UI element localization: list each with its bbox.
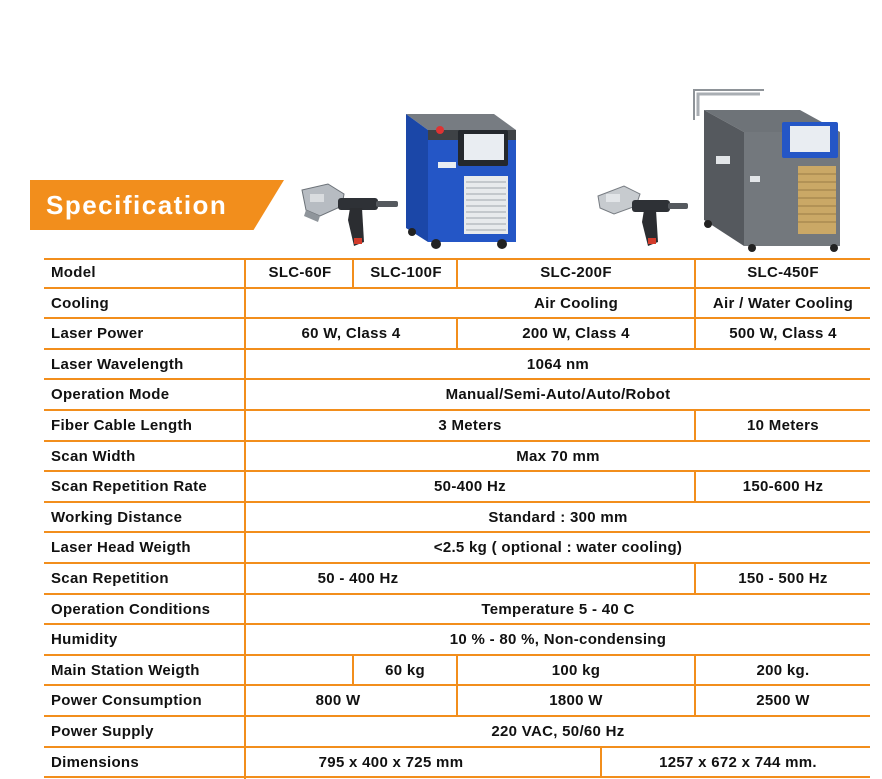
spec-row-station-weight [44,656,870,687]
spec-row-humidity [44,625,870,656]
row-label: Main Station Weigth [51,661,200,679]
spec-row-model [44,258,870,289]
laser-gun-icon [596,182,690,250]
value-cell: 60 kg [385,661,425,679]
row-label: Model [51,264,96,281]
spec-row-laser-power [44,319,870,350]
spec-row-op-conditions [44,595,870,626]
value-cell: Manual/Semi-Auto/Auto/Robot [445,386,671,404]
laser-gun-icon [298,180,400,250]
value-cell: 500 W, Class 4 [729,325,837,343]
value-cell: 1257 x 672 x 744 mm. [659,753,817,771]
model-slc-450f: SLC-450F [747,264,819,281]
row-label: Scan Width [51,447,136,465]
value-cell: 100 kg [551,661,601,679]
model-slc-60f: SLC-60F [268,264,332,281]
model-slc-100f: SLC-100F [370,264,442,281]
row-label: Laser Power [51,325,144,343]
spec-row-scan-repetition [44,564,870,595]
row-label: Laser Head Weigth [51,539,191,557]
spec-row-working-distance [44,503,870,534]
spec-row-head-weight [44,533,870,564]
laser-station-large-icon [690,86,852,252]
spec-row-wavelength [44,350,870,381]
row-label: Scan Repetition Rate [51,478,208,496]
value-cell: 10 Meters [747,417,819,434]
value-cell: 200 kg. [756,661,810,679]
value-cell: 50-400 Hz [434,478,506,496]
value-cell: 50 - 400 Hz [317,570,399,587]
value-cell: Air Cooling [533,294,619,312]
spec-row-operation-mode [44,380,870,411]
row-label: Fiber Cable Length [51,417,193,434]
value-cell: 60 W, Class 4 [301,325,401,343]
value-cell: 150-600 Hz [742,478,824,496]
value-cell: Temperature 5 - 40 C [481,600,635,618]
value-cell: Air / Water Cooling [712,294,854,312]
row-label: Power Supply [51,723,154,740]
row-label: Operation Mode [51,386,170,404]
row-label: Humidity [51,631,118,649]
value-cell: 1800 W [549,692,603,710]
row-label: Cooling [51,294,109,312]
value-cell: Standard : 300 mm [488,508,628,526]
value-cell: Max 70 mm [516,447,600,465]
spec-row-power-consumption [44,686,870,717]
spec-row-power-supply [44,717,870,748]
spec-row-fiber-cable [44,411,870,442]
laser-station-blue-icon [398,110,522,250]
section-title: Specification [46,190,228,220]
row-label: Power Consumption [51,692,202,710]
row-label: Working Distance [51,508,183,526]
value-cell: 800 W [315,692,361,710]
spec-row-cooling [44,289,870,320]
value-cell: 1064 nm [526,355,590,373]
value-cell: 3 Meters [438,417,502,434]
spec-row-scan-rep-rate [44,472,870,503]
value-cell: 2500 W [756,692,810,710]
spec-row-scan-width [44,442,870,473]
value-cell: 795 x 400 x 725 mm [318,753,464,771]
row-label: Dimensions [51,753,140,771]
value-cell: 200 W, Class 4 [522,325,630,343]
spec-row-dimensions [44,748,870,779]
value-cell: 150 - 500 Hz [738,570,828,587]
value-cell: 220 VAC, 50/60 Hz [491,723,625,740]
value-cell: 10 % - 80 %, Non-condensing [449,631,667,649]
row-label: Operation Conditions [51,600,211,618]
model-slc-200f: SLC-200F [540,264,612,281]
column-divider [244,258,246,779]
row-label: Scan Repetition [51,570,169,587]
value-cell: <2.5 kg ( optional : water cooling) [433,539,683,557]
row-label: Laser Wavelength [51,355,184,373]
